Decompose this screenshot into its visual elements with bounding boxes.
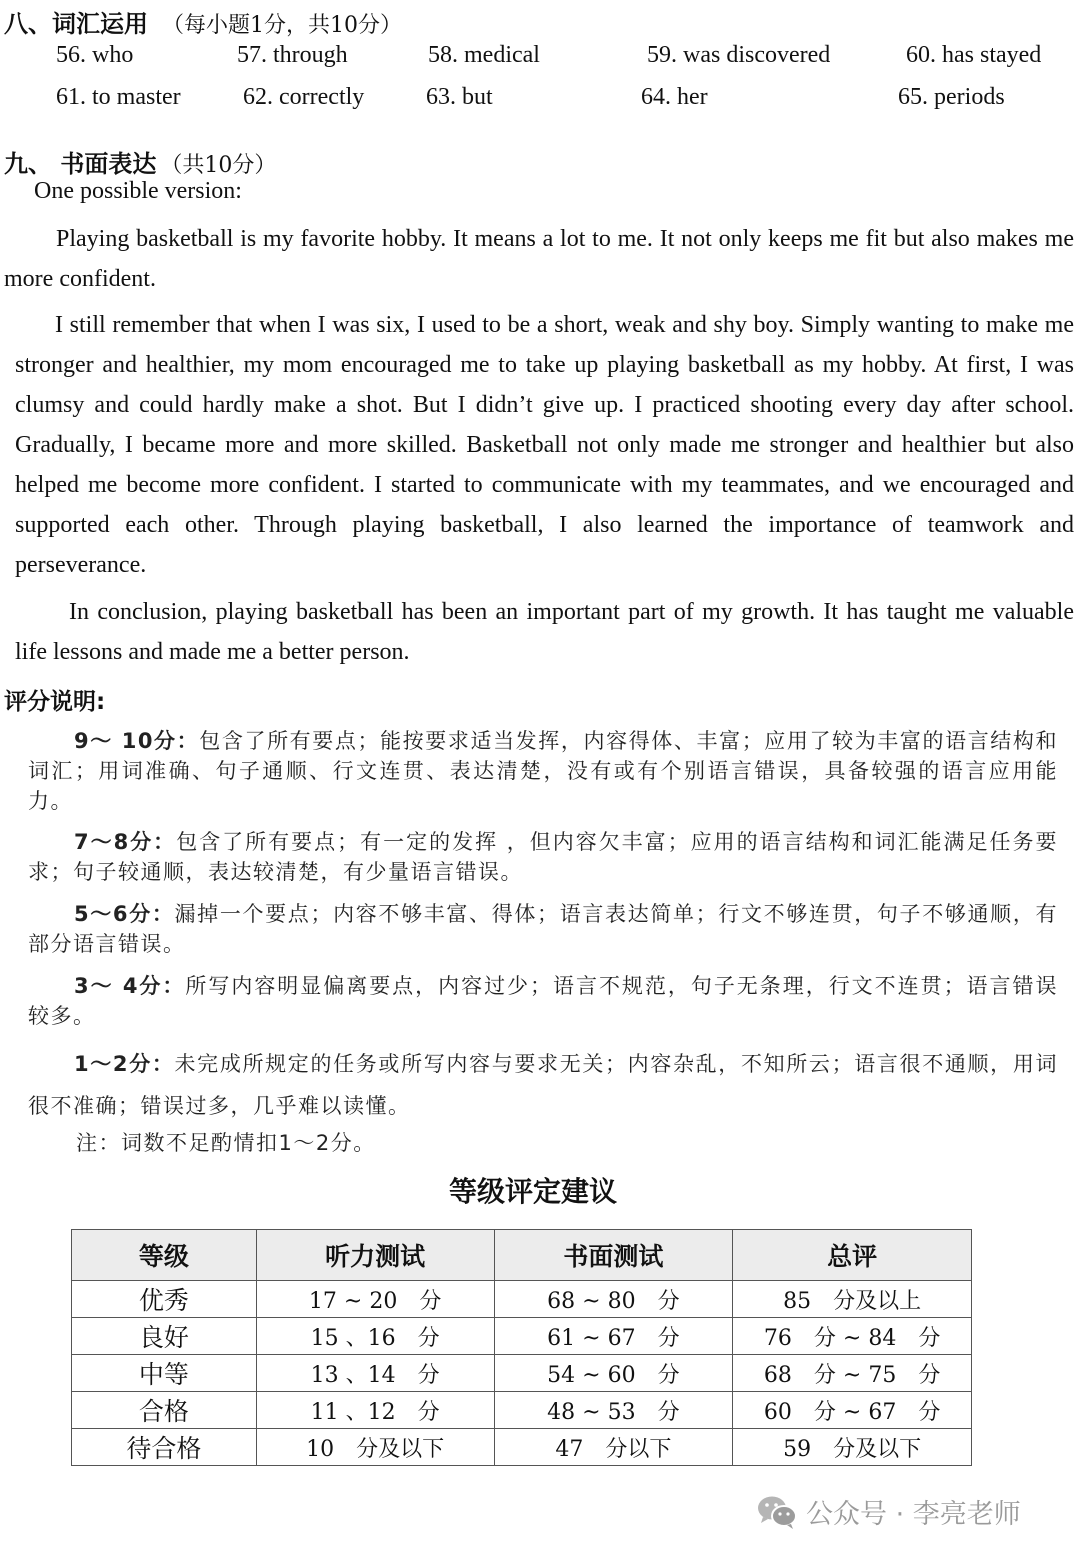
watermark-text: 公众号 · 李亮老师	[806, 1499, 1021, 1530]
overall-score: 76 分 ~ 84 分	[733, 1318, 972, 1355]
version-label: One possible version:	[34, 178, 242, 204]
criterion	[28, 726, 1058, 816]
essay-paragraph: In conclusion, playing basketball has been an important part of my growth. It has taught me valuable life lessons and made me a better person.	[15, 599, 1074, 665]
criterion	[28, 1043, 1058, 1127]
criterion-text: 所写内容明显偏离要点，内容过少；语言不规范，句子无条理，行文不连贯；语言错误较多。	[28, 974, 1058, 1028]
writing-heading: 九、 书面表达	[4, 150, 157, 178]
criterion-text: 漏掉一个要点；内容不够丰富、得体；语言表达简单；行文不够连贯，句子不够通顺，有部分语言错误。	[28, 902, 1058, 956]
scoring-heading: 评分说明:	[4, 689, 106, 715]
grade-level: 优秀	[72, 1281, 257, 1318]
grade-table-title: 等级评定建议	[448, 1175, 617, 1208]
criterion	[28, 971, 1058, 1031]
criterion-range: 5～6分：	[74, 902, 175, 926]
vocab-answer: 62. correctly	[243, 84, 365, 110]
listening-score: 17 ~ 20 分	[256, 1281, 494, 1318]
table-row	[72, 1392, 972, 1429]
watermark	[756, 1492, 1021, 1531]
listening-score: 15 、16 分	[256, 1318, 494, 1355]
grade-level: 合格	[72, 1392, 257, 1429]
table-row	[72, 1355, 972, 1392]
vocab-note: （每小题1分，共10分）	[162, 13, 402, 38]
vocab-answer: 56. who	[56, 42, 134, 68]
vocab-answer: 61. to master	[56, 84, 181, 110]
criterion-text: 包含了所有要点；有一定的发挥 ，但内容欠丰富；应用的语言结构和词汇能满足任务要求；句子较通顺，表达较清楚，有少量语言错误。	[28, 830, 1059, 884]
table-row	[72, 1318, 972, 1355]
overall-score: 60 分 ~ 67 分	[733, 1392, 972, 1429]
essay-paragraph: I still remember that when I was six, I used to be a short, weak and shy boy. Simply wanting to make me stronger and healthier, my mom encouraged me to take up playing basketball as my hobby. At first, I was clumsy and could hardly make a shot. But I didn’t give up. I practiced shooting every day after school. Gradually, I became more and more skilled. Basketball not only made me stronger and healthier but also helped me become more confident. I started to communicate with my teammates, and we encouraged and supported each other. Through playing basketball, I also learned the importance of teamwork and perseverance.	[15, 312, 1074, 578]
written-score: 61 ~ 67 分	[494, 1318, 733, 1355]
written-score: 54 ~ 60 分	[494, 1355, 733, 1392]
criterion-text: 包含了所有要点；能按要求适当发挥，内容得体、丰富；应用了较为丰富的语言结构和词汇；用词准确、句子通顺、行文连贯、表达清楚，没有或有个别语言错误，具备较强的语言应用能力。	[28, 729, 1058, 813]
criterion	[28, 899, 1058, 959]
written-score: 48 ~ 53 分	[494, 1392, 733, 1429]
column-header: 书面测试	[494, 1230, 733, 1281]
table-row	[72, 1429, 972, 1466]
criterion-text: 未完成所规定的任务或所写内容与要求无关；内容杂乱，不知所云；语言很不通顺，用词很不准确；错误过多，几乎难以读懂。	[28, 1052, 1058, 1118]
grade-table	[71, 1229, 972, 1466]
vocab-answer: 59. was discovered	[647, 42, 831, 68]
written-score: 68 ~ 80 分	[494, 1281, 733, 1318]
overall-score: 68 分 ~ 75 分	[733, 1355, 972, 1392]
table-row	[72, 1281, 972, 1318]
vocab-answer: 63. but	[426, 84, 493, 110]
grade-level: 良好	[72, 1318, 257, 1355]
vocab-answer: 60. has stayed	[906, 42, 1042, 68]
vocab-section-title	[4, 4, 402, 39]
criterion-range: 7～8分：	[74, 830, 177, 854]
listening-score: 13 、14 分	[256, 1355, 494, 1392]
wechat-icon	[756, 1493, 798, 1531]
grade-level: 中等	[72, 1355, 257, 1392]
criterion-range: 3～ 4分：	[74, 974, 186, 998]
scoring-note: 注：词数不足酌情扣1～2分。	[76, 1131, 376, 1155]
vocab-answer: 57. through	[237, 42, 348, 68]
criterion-range: 9～ 10分：	[74, 729, 200, 753]
criterion	[28, 827, 1058, 887]
vocab-heading: 八、词汇运用	[4, 10, 148, 38]
listening-score: 10 分及以下	[256, 1429, 494, 1466]
table-header-row	[72, 1230, 972, 1281]
overall-score: 85 分及以上	[733, 1281, 972, 1318]
grade-level: 待合格	[72, 1429, 257, 1466]
written-score: 47 分以下	[494, 1429, 733, 1466]
column-header: 听力测试	[256, 1230, 494, 1281]
vocab-answer: 58. medical	[428, 42, 540, 68]
criterion-range: 1～2分：	[74, 1052, 175, 1076]
overall-score: 59 分及以下	[733, 1429, 972, 1466]
essay-paragraph: Playing basketball is my favorite hobby. It means a lot to me. It not only keeps me fit but also makes me more confident.	[4, 226, 1074, 292]
vocab-answer: 65. periods	[898, 84, 1005, 110]
writing-section-title	[4, 144, 276, 179]
column-header: 总评	[733, 1230, 972, 1281]
column-header: 等级	[72, 1230, 257, 1281]
vocab-answer: 64. her	[641, 84, 708, 110]
writing-note: （共10分）	[160, 153, 277, 178]
listening-score: 11 、12 分	[256, 1392, 494, 1429]
